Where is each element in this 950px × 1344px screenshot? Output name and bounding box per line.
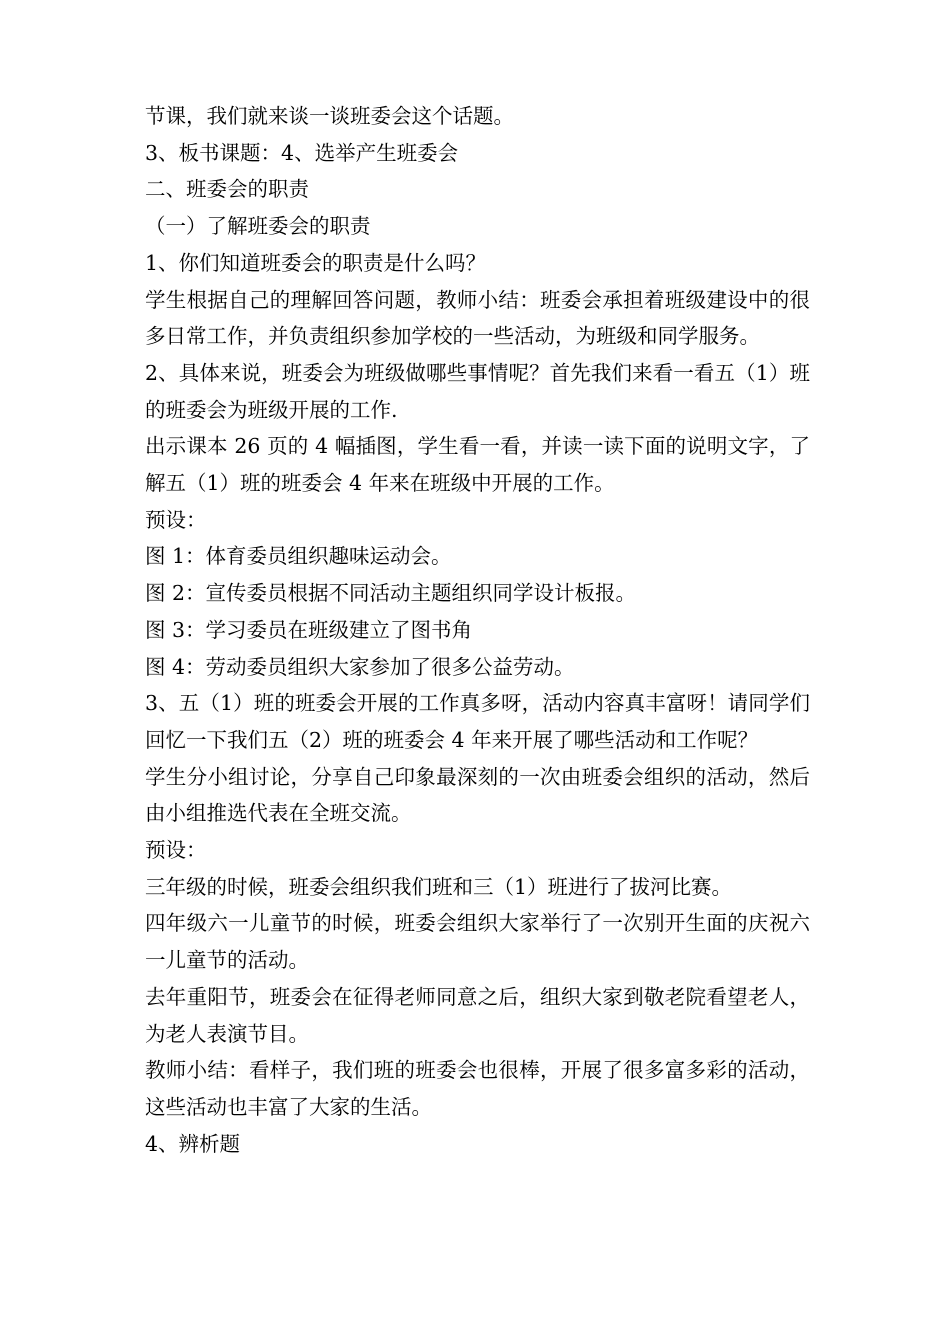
paragraph: 去年重阳节，班委会在征得老师同意之后，组织大家到敬老院看望老人，为老人表演节目。: [145, 984, 810, 1046]
paragraph: 四年级六一儿童节的时候，班委会组织大家举行了一次别开生面的庆祝六一儿童节的活动。: [145, 911, 810, 973]
paragraph: 4、辨析题: [145, 1131, 241, 1156]
section-heading: 二、班委会的职责: [145, 177, 309, 202]
paragraph: 学生分小组讨论，分享自己印象最深刻的一次由班委会组织的活动，然后由小组推选代表在全班交流。: [145, 764, 810, 826]
paragraph: 图 4：劳动委员组织大家参加了很多公益劳动。: [145, 654, 575, 679]
paragraph: 1、你们知道班委会的职责是什么吗？: [145, 250, 487, 275]
paragraph: 3、五（1）班的班委会开展的工作真多呀，活动内容真丰富呀！请同学们回忆一下我们五（2）班的班委会 4 年来开展了哪些活动和工作呢？: [145, 691, 810, 752]
paragraph: 预设：: [145, 507, 207, 532]
paragraph: 学生根据自己的理解回答问题，教师小结：班委会承担着班级建设中的很多日常工作，并负责组织参加学校的一些活动，为班级和同学服务。: [145, 287, 810, 349]
paragraph: 图 1：体育委员组织趣味运动会。: [145, 544, 452, 569]
subsection-heading: （一）了解班委会的职责: [145, 214, 371, 239]
paragraph: 图 2：宣传委员根据不同活动主题组织同学设计板报。: [145, 581, 637, 606]
paragraph: 三年级的时候，班委会组织我们班和三（1）班进行了拔河比赛。: [145, 874, 733, 899]
paragraph: 教师小结：看样子，我们班的班委会也很棒，开展了很多富多彩的活动，这些活动也丰富了大家的生活。: [145, 1058, 810, 1119]
document-page: [145, 98, 810, 1162]
paragraph: 图 3：学习委员在班级建立了图书角: [145, 617, 473, 642]
paragraph: 预设：: [145, 838, 207, 863]
paragraph: 节课，我们就来谈一谈班委会这个话题。: [145, 104, 514, 128]
paragraph: 出示课本 26 页的 4 幅插图，学生看一看，并读一读下面的说明文字，了解五（1）班的班委会 4 年来在班级中开展的工作。: [145, 434, 810, 496]
paragraph: 3、板书课题：4、选举产生班委会: [145, 140, 459, 165]
paragraph: 2、具体来说，班委会为班级做哪些事情呢？首先我们来看一看五（1）班的班委会为班级开展的工作.: [145, 360, 810, 422]
